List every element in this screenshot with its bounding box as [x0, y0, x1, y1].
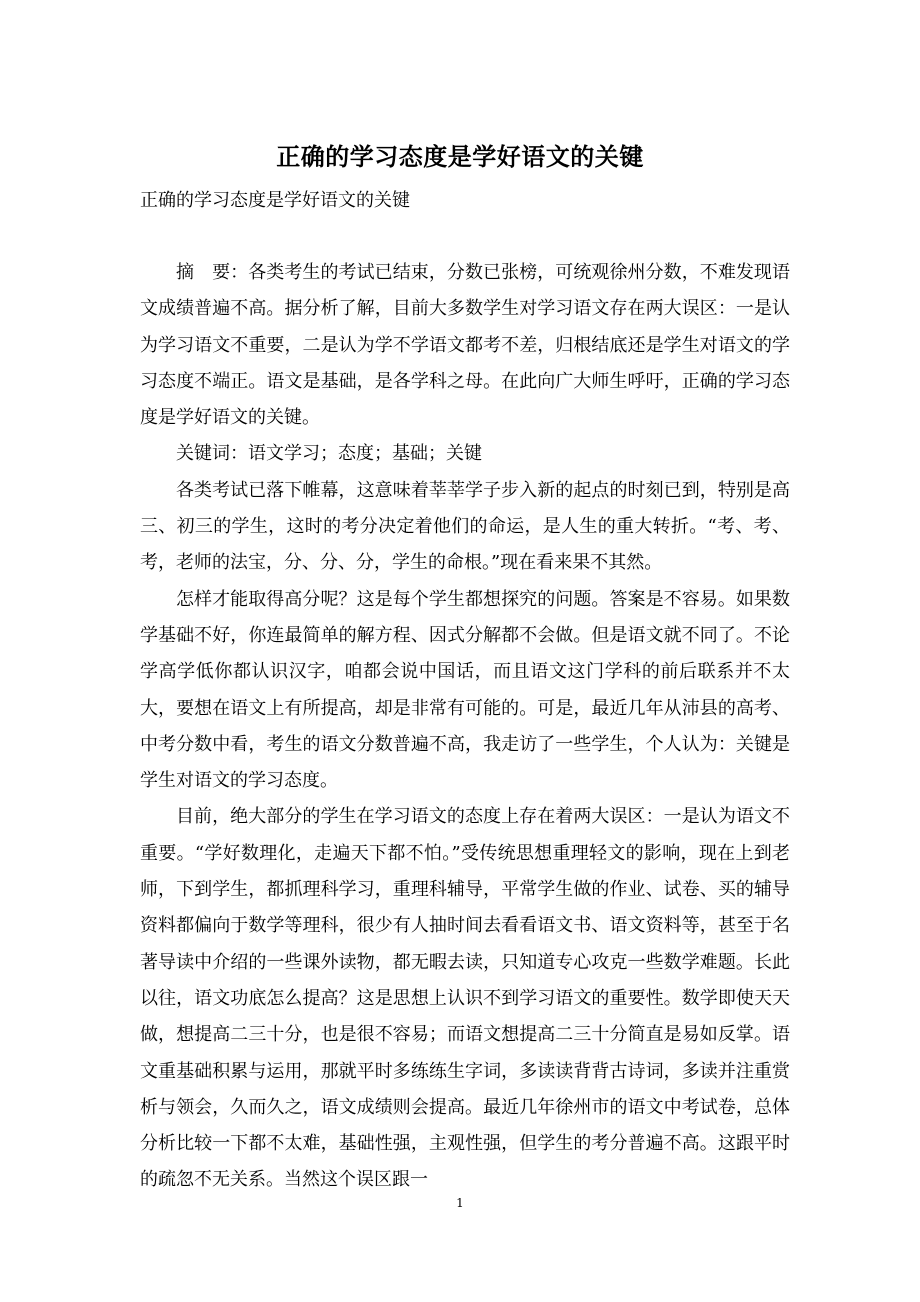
body-paragraph: 怎样才能取得高分呢？这是每个学生都想探究的问题。答案是不容易。如果数学基础不好，你连最简单的解方程、因式分解都不会做。但是语文就不同了。不论学高学低你都认识汉字，咱都会说中国话，而且语文这门学科的前后联系并不太大，要想在语文上有所提高，却是非常有可能的。可是，最近几年从沛县的高考、中考分数中看，考生的语文分数普遍不高，我走访了一些学生，个人认为：关键是学生对语文的学习态度。 — [140, 588, 790, 792]
document-subtitle: 正确的学习态度是学好语文的关键 — [140, 190, 410, 211]
page-number: 1 — [456, 1196, 464, 1210]
body-paragraph: 各类考试已落下帷幕，这意味着莘莘学子步入新的起点的时刻已到，特别是高三、初三的学生，这时的考分决定着他们的命运，是人生的重大转折。“考、考、考，老师的法宝，分、分、分，学生的命根。”现在看来果不其然。 — [140, 479, 790, 574]
document-title: 正确的学习态度是学好语文的关键 — [276, 142, 644, 171]
body-paragraph: 目前，绝大部分的学生在学习语文的态度上存在着两大误区：一是认为语文不重要。“学好数理化，走遍天下都不怕。”受传统思想重理轻文的影响，现在上到老师，下到学生，都抓理科学习，重理科辅导，平常学生做的作业、试卷、买的辅导资料都偏向于数学等理科，很少有人抽时间去看看语文书、语文资料等，甚至于名著导读中介绍的一些课外读物，都无暇去读，只知道专心攻克一些数学难题。长此以往，语文功底怎么提高？这是思想上认识不到学习语文的重要性。数学即使天天做，想提高二三十分，也是很不容易；而语文想提高二三十分简直是易如反掌。语文重基础积累与运用，那就平时多练练生字词，多读读背背古诗词，多读并注重赏析与领会，久而久之，语文成绩则会提高。最近几年徐州市的语文中考试卷，总体分析比较一下都不太难，基础性强，主观性强，但学生的考分普遍不高。这跟平时的疏忽不无关系。当然这个误区跟一 — [140, 806, 790, 1191]
document-body — [140, 255, 790, 1199]
abstract-paragraph: 摘 要：各类考生的考试已结束，分数已张榜，可统观徐州分数，不难发现语文成绩普遍不高。据分析了解，目前大多数学生对学习语文存在两大误区：一是认为学习语文不重要，二是认为学不学语文都考不差，归根结底还是学生对语文的学习态度不端正。语文是基础，是各学科之母。在此向广大师生呼吁，正确的学习态度是学好语文的关键。 — [140, 262, 790, 429]
keywords-line: 关键词：语文学习；态度；基础；关键 — [176, 443, 482, 465]
